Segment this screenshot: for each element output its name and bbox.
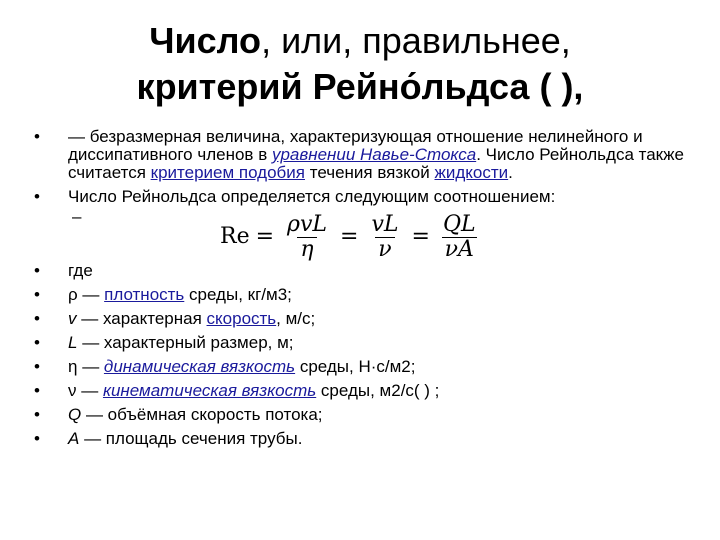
formula-equals: = xyxy=(411,224,430,249)
formula-row xyxy=(30,206,690,262)
list-item-dynamic-viscosity xyxy=(30,358,690,376)
formula-re: Re xyxy=(220,224,250,249)
velocity-post: , м/с; xyxy=(276,309,316,328)
formula-dash: – xyxy=(72,207,82,226)
symbol-eta: η xyxy=(68,357,78,376)
symbol-v: v xyxy=(68,309,77,328)
flow-rate-text: — объёмная скорость потока; xyxy=(81,405,323,424)
link-density[interactable]: плотность xyxy=(104,285,185,304)
variable-list xyxy=(30,262,690,448)
list-item-where xyxy=(30,262,690,280)
link-similarity-criterion[interactable]: критерием подобия xyxy=(150,163,305,182)
title-bold-2: критерий Рейно́льдса xyxy=(136,66,530,107)
fraction-1-denominator: η xyxy=(297,237,316,261)
title-bold-1: Число xyxy=(149,20,262,61)
bullet-definition xyxy=(30,188,690,206)
bullet-marker: • xyxy=(34,429,40,448)
reynolds-formula xyxy=(220,212,483,262)
list-item-area xyxy=(30,430,690,448)
fraction-3-denominator: νA xyxy=(442,237,477,261)
fraction-3 xyxy=(440,211,479,262)
density-post: среды, кг/м3; xyxy=(184,285,292,304)
fraction-1 xyxy=(284,211,330,262)
bullet-marker: • xyxy=(34,405,40,424)
list-item-flow-rate xyxy=(30,406,690,424)
kin-visc-pre: — xyxy=(76,381,103,400)
density-pre: — xyxy=(77,285,105,304)
bullet-marker: • xyxy=(34,357,40,376)
symbol-rho: ρ xyxy=(68,285,78,304)
dyn-visc-pre: — xyxy=(77,357,104,376)
bullet-marker: • xyxy=(34,333,40,352)
length-text: — характерный размер, м; xyxy=(77,333,294,352)
link-velocity[interactable]: скорость xyxy=(206,309,277,328)
slide-content xyxy=(30,128,690,454)
kin-visc-post: среды, м2/с( ) ; xyxy=(316,381,440,400)
list-item-density xyxy=(30,286,690,304)
symbol-nu: ν xyxy=(68,381,77,400)
link-fluid[interactable]: жидкости xyxy=(434,163,509,182)
list-item-kinematic-viscosity xyxy=(30,382,690,400)
link-navier-stokes[interactable]: уравнении Навье-Стокса xyxy=(271,145,477,164)
fraction-3-numerator: QL xyxy=(442,211,476,237)
symbol-a: A xyxy=(68,429,80,448)
intro-text-3: течения вязкой xyxy=(305,163,435,182)
formula-equals: = xyxy=(255,224,275,249)
bullet-marker: • xyxy=(34,261,40,280)
bullet-intro xyxy=(30,128,690,182)
link-dynamic-viscosity[interactable]: динамическая вязкость xyxy=(103,357,296,376)
velocity-pre: — характерная xyxy=(76,309,207,328)
link-kinematic-viscosity[interactable]: кинематическая вязкость xyxy=(102,381,317,400)
area-text: — площадь сечения трубы. xyxy=(79,429,303,448)
fraction-2-denominator: ν xyxy=(375,237,394,261)
list-item-length xyxy=(30,334,690,352)
formula-equals: = xyxy=(340,224,359,249)
bullet-marker: • xyxy=(34,187,40,206)
definition-text: Число Рейнольдса определяется следующим соотношением: xyxy=(68,187,556,206)
bullet-marker: • xyxy=(34,309,40,328)
title-line-2 xyxy=(0,64,720,110)
title-rest-2: ( ), xyxy=(529,66,584,107)
fraction-1-numerator: ρvL xyxy=(287,211,328,237)
symbol-q: Q xyxy=(68,405,82,424)
title-line-1 xyxy=(0,18,720,64)
symbol-l: L xyxy=(68,333,78,352)
where-text: где xyxy=(68,261,93,280)
intro-text-2: . Число Рейнольдса также считается xyxy=(68,145,684,182)
title-rest-1: , или, правильнее, xyxy=(261,20,571,61)
list-item-velocity xyxy=(30,310,690,328)
slide-title xyxy=(0,18,720,110)
fraction-2-numerator: vL xyxy=(371,211,399,237)
intro-text-4: . xyxy=(508,163,513,182)
bullet-marker: • xyxy=(34,285,40,304)
bullet-marker: • xyxy=(34,127,40,146)
bullet-marker: • xyxy=(34,381,40,400)
intro-text-1: — безразмерная величина, характеризующая отношение нелинейного и диссипативного членов в xyxy=(68,127,643,164)
fraction-2 xyxy=(368,211,401,262)
dyn-visc-post: среды, Н·с/м2; xyxy=(295,357,416,376)
